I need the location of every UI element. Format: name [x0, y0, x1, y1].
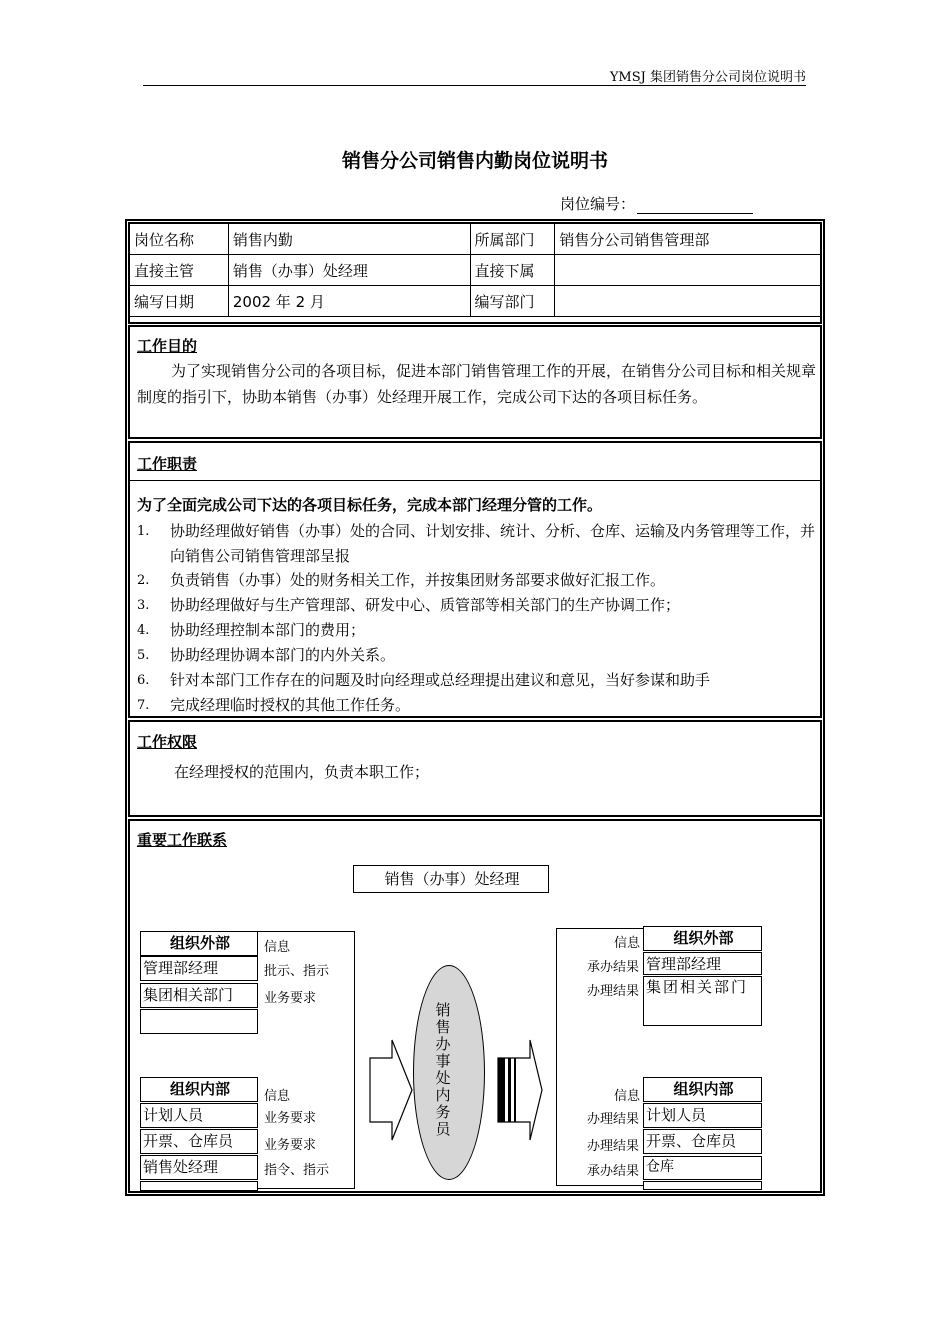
right-external-header: 组织外部 — [643, 926, 762, 951]
table-cell: 销售（办事）处经理 — [228, 255, 470, 286]
page-header-text: YMSJ 集团销售分公司岗位说明书 — [609, 70, 806, 85]
table-cell: 2002 年 2 月 — [228, 286, 470, 317]
left-internal-item: 销售处经理 — [140, 1155, 258, 1180]
list-item-text: 负责销售（办事）处的财务相关工作，并按集团财务部要求做好汇报工作。 — [170, 571, 666, 589]
authority-title: 工作权限 — [137, 733, 198, 751]
flow-label: 业务要求 — [264, 1111, 317, 1126]
list-item-text: 协助经理做好与生产管理部、研发中心、质管部等相关部门的生产协调工作； — [170, 596, 681, 614]
table-cell: 直接下属 — [470, 255, 555, 286]
list-item-text: 协助经理控制本部门的费用； — [170, 621, 366, 639]
table-cell — [555, 286, 821, 317]
flow-label: 办理结果 — [587, 1139, 640, 1154]
table-cell: 直接主管 — [130, 255, 229, 286]
duties-title: 工作职责 — [137, 455, 198, 473]
table-row — [130, 255, 821, 286]
list-item-number: 5. — [137, 648, 150, 663]
left-external-header: 组织外部 — [140, 931, 258, 956]
flow-label: 信息 — [264, 940, 291, 955]
post-number-blank — [637, 199, 753, 214]
header-rule — [143, 85, 806, 86]
right-internal-item: 仓库 — [643, 1156, 762, 1180]
list-item-text: 协助经理协调本部门的内外关系。 — [170, 646, 396, 664]
right-internal-item — [643, 1181, 762, 1190]
left-external-item: 管理部经理 — [140, 956, 258, 981]
flow-label: 信息 — [614, 1089, 641, 1104]
right-internal-header: 组织内部 — [643, 1077, 762, 1102]
post-number — [560, 193, 810, 214]
list-item — [137, 519, 817, 569]
left-external-item: 集团相关部门 — [140, 983, 258, 1008]
right-external-item: 集团相关部门 — [643, 976, 762, 1026]
post-number-label: 岗位编号： — [560, 195, 636, 213]
flow-label: 指令、指示 — [264, 1163, 330, 1178]
list-item-text: 协助经理做好销售（办事）处的合同、计划安排、统计、分析、仓库、运输及内务管理等工作，并向销售公司销售管理部呈报 — [170, 522, 816, 565]
duties-divider — [129, 480, 821, 481]
flow-label: 信息 — [614, 936, 641, 951]
arrow-stripe — [498, 1058, 505, 1122]
list-item — [137, 593, 817, 618]
purpose-text: 为了实现销售分公司的各项目标，促进本部门销售管理工作的开展，在销售分公司目标和相关规章制度的指引下，协助本销售（办事）处经理开展工作，完成公司下达的各项目标任务。 — [137, 362, 817, 406]
page-title: 销售分公司销售内勤岗位说明书 — [341, 150, 608, 172]
table-cell: 编写日期 — [130, 286, 229, 317]
flow-label: 信息 — [264, 1089, 291, 1104]
right-external-item: 管理部经理 — [643, 952, 762, 975]
arrow-stripe — [508, 1058, 511, 1122]
table-cell: 销售内勤 — [228, 224, 470, 255]
flow-label: 批示、指示 — [264, 964, 330, 979]
table-row — [130, 224, 821, 255]
list-item-number: 6. — [137, 673, 150, 688]
left-external-item — [140, 1009, 258, 1034]
table-cell: 岗位名称 — [130, 224, 229, 255]
flow-label: 办理结果 — [587, 984, 640, 999]
flow-label: 办理结果 — [587, 1112, 640, 1127]
right-internal-item: 计划人员 — [643, 1103, 762, 1128]
info-table — [129, 223, 821, 317]
arrow-right-icon — [370, 1040, 412, 1140]
flow-label: 承办结果 — [587, 960, 640, 975]
flow-label: 承办结果 — [587, 1164, 640, 1179]
list-item-number: 3. — [137, 598, 150, 613]
arrow-stripe — [514, 1058, 516, 1122]
left-internal-item: 计划人员 — [140, 1103, 258, 1128]
list-item-number: 2. — [137, 573, 150, 588]
list-item — [137, 568, 817, 593]
authority-text: 在经理授权的范围内，负责本职工作； — [174, 763, 430, 781]
table-cell: 销售分公司销售管理部 — [555, 224, 821, 255]
left-internal-item — [140, 1181, 258, 1191]
table-cell: 所属部门 — [470, 224, 555, 255]
list-item-text: 完成经理临时授权的其他工作任务。 — [170, 696, 411, 714]
list-item-number: 7. — [137, 698, 150, 713]
table-row — [130, 286, 821, 317]
flow-label: 业务要求 — [264, 1138, 317, 1153]
right-internal-item: 开票、仓库员 — [643, 1129, 762, 1154]
center-label: 销售办事处内务员 — [435, 1001, 451, 1138]
list-item-number: 4. — [137, 623, 150, 638]
list-item — [137, 643, 817, 668]
list-item-number: 1. — [137, 524, 150, 539]
flow-label: 业务要求 — [264, 991, 317, 1006]
list-item — [137, 668, 817, 693]
list-item-text: 针对本部门工作存在的问题及时向经理或总经理提出建议和意见，当好参谋和助手 — [170, 671, 711, 689]
list-item — [137, 693, 817, 718]
supervisor-box: 销售（办事）处经理 — [353, 865, 549, 893]
table-cell: 编写部门 — [470, 286, 555, 317]
purpose-title: 工作目的 — [137, 337, 198, 355]
table-cell — [555, 255, 821, 286]
left-internal-header: 组织内部 — [140, 1077, 258, 1102]
list-item — [137, 618, 817, 643]
relations-title: 重要工作联系 — [137, 831, 228, 849]
duties-intro: 为了全面完成公司下达的各项目标任务，完成本部门经理分管的工作。 — [137, 496, 603, 514]
left-internal-item: 开票、仓库员 — [140, 1129, 258, 1154]
